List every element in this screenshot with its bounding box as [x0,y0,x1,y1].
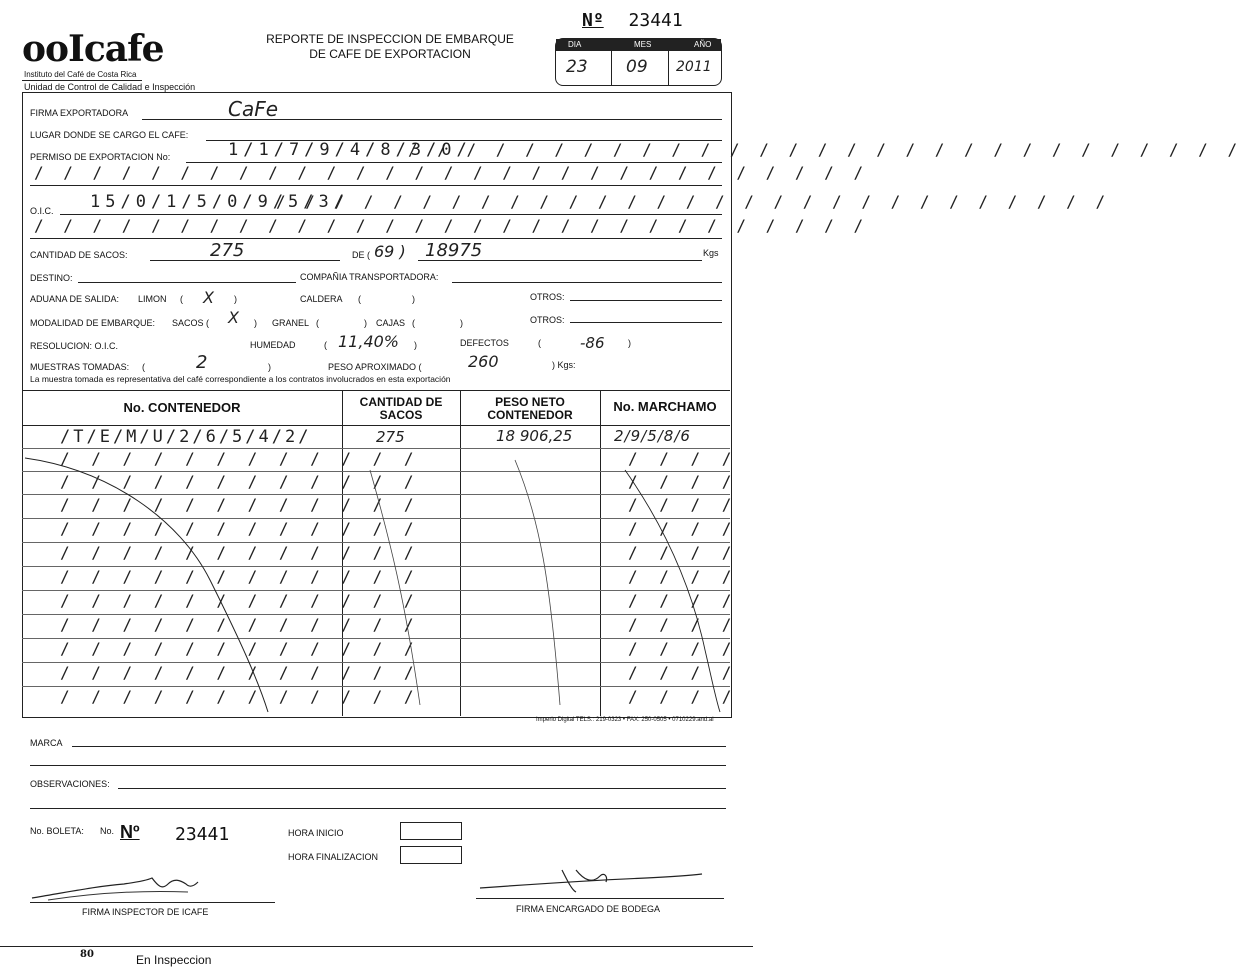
date-label-mes: MES [634,40,652,49]
granel-paren: ( [316,318,319,328]
permiso-value: 1/1/7/9/4/8/3/0/ [228,140,472,160]
bodega-signature-line [476,898,724,899]
oic-label: O.I.C. [30,206,54,216]
inspector-signature [28,872,208,902]
resolucion-label: RESOLUCION: O.I.C. [30,341,119,351]
humedad-paren-close: ) [414,340,417,350]
slash-row-2: / / / / / / / / / / / / / / / / / / / / / / / / / / / / / [34,216,869,235]
printer-credit: Imperio Digital TELS.: 219-0323 • FAX: 250-0505 • 0710229.and.ai [536,717,714,723]
page-number: 80 [80,949,94,960]
table-row-contenedor-slashes: / / / / / / / / / / / / [60,449,420,468]
aduana-label: ADUANA DE SALIDA: [30,294,120,304]
row-marchamo: 2/9/5/8/6 [614,427,691,445]
table-row-marchamo-slashes: / / / / [628,449,738,468]
observaciones-label: OBSERVACIONES: [30,779,110,789]
table-row-contenedor-slashes: / / / / / / / / / / / / [60,591,420,610]
muestras-paren-close: ) [268,362,271,372]
date-dia: 23 [566,57,588,77]
hora-final-label: HORA FINALIZACION [288,852,379,862]
marca-label: MARCA [30,738,63,748]
report-title-line1: REPORTE DE INSPECCION DE EMBARQUE [266,32,514,46]
compania-label: COMPAÑIA TRANSPORTADORA: [300,272,439,282]
muestras-paren: ( [142,362,145,372]
boleta-symbol: Nº [120,822,140,842]
table-row-marchamo-slashes: / / / / [628,472,738,491]
humedad-value: 11,40% [338,332,400,351]
boleta-label: No. BOLETA: [30,826,84,836]
institute-name: Instituto del Café de Costa Rica [24,70,137,79]
sacos-mark: X [228,308,239,327]
kgs-value: 18975 [425,240,483,261]
limon-label: LIMON [138,294,167,304]
oic-value: 15/0/1/5/0/9/5/3/ [90,192,349,212]
muestras-value: 2 [196,352,208,373]
bodega-signature [476,862,706,896]
defectos-paren-close: ) [628,338,631,348]
header-peso: PESO NETO CONTENEDOR [487,395,573,422]
table-row-marchamo-slashes: / / / / [628,495,738,514]
limon-paren: ( [180,294,183,304]
humedad-label: HUMEDAD [250,340,296,350]
modalidad-label: MODALIDAD DE EMBARQUE: [30,318,156,328]
number-symbol: Nº [582,10,604,31]
table-row-contenedor-slashes: / / / / / / / / / / / / [60,639,420,658]
hora-inicio-box [400,822,462,840]
sacos-paren-close: ) [254,318,257,328]
kgs-label: Kgs [703,248,719,258]
bottom-rule [0,946,753,947]
cajas-label: CAJAS [376,318,406,328]
table-row-contenedor-slashes: / / / / / / / / / / / / [60,495,420,514]
destino-label: DESTINO: [30,273,73,283]
limon-mark: X [203,288,214,307]
boleta-number: 23441 [175,824,230,845]
oic-slashes: / / / / / / / / / / / / / / / / / / / / / / / / / / / / / [276,192,1111,211]
sacos-label: SACOS [172,318,204,328]
inspector-signature-line [30,902,275,903]
bottom-text: En Inspeccion [136,953,212,967]
header-cantidad: CANTIDAD DE SACOS [359,395,443,422]
table-row-marchamo-slashes: / / / / [628,687,738,706]
representative-note: La muestra tomada es representativa del café correspondiente a los contratos involucrados en esta exportación [30,374,451,384]
humedad-paren: ( [324,340,327,350]
date-label-dia: DIA [568,40,582,49]
firma-bodega-label: FIRMA ENCARGADO DE BODEGA [516,904,661,914]
de-value: 69 ) [374,242,406,261]
granel-paren-close: ) [364,318,367,328]
caldera-paren-close: ) [412,294,415,304]
table-row-marchamo-slashes: / / / / [628,639,738,658]
header-marchamo: No. MARCHAMO [613,399,717,414]
permiso-label: PERMISO DE EXPORTACION No: [30,152,171,162]
header-contenedor: No. CONTENEDOR [123,400,241,415]
observaciones-line-2 [30,808,726,809]
table-row-marchamo-slashes: / / / / [628,543,738,562]
peso-label: PESO APROXIMADO ( [328,362,422,372]
firma-inspector-label: FIRMA INSPECTOR DE ICAFE [82,907,209,917]
date-label-ano: AÑO [694,40,712,49]
table-row-contenedor-slashes: / / / / / / / / / / / / [60,567,420,586]
table-row-contenedor-slashes: / / / / / / / / / / / / [60,615,420,634]
date-mes: 09 [626,57,648,77]
cajas-paren-close: ) [460,318,463,328]
hora-inicio-label: HORA INICIO [288,828,344,838]
cajas-paren: ( [412,318,415,328]
caldera-label: CALDERA [300,294,343,304]
table-row-marchamo-slashes: / / / / [628,567,738,586]
table-row-marchamo-slashes: / / / / [628,519,738,538]
permiso-slashes: / / / / / / / / / / / / / / / / / / / / / / / / / / / / / [408,140,1242,159]
granel-label: GRANEL [272,318,310,328]
peso-value: 260 [468,352,499,371]
defectos-paren: ( [538,338,541,348]
number-value: 23441 [628,10,683,31]
table-row-contenedor-slashes: / / / / / / / / / / / / [60,472,420,491]
boleta-no-label: No. [100,826,115,836]
row-peso: 18 906,25 [496,427,573,445]
table-row-contenedor-slashes: / / / / / / / / / / / / [60,543,420,562]
unit-name: Unidad de Control de Calidad e Inspección [24,82,196,92]
sacos-paren: ( [206,318,209,328]
de-label: DE ( [352,250,370,260]
table-row-marchamo-slashes: / / / / [628,615,738,634]
slash-row-1: / / / / / / / / / / / / / / / / / / / / / / / / / / / / / [34,163,869,182]
defectos-label: DEFECTOS [460,338,509,348]
defectos-value: -86 [580,334,605,352]
date-ano: 2011 [676,59,712,75]
table-row-marchamo-slashes: / / / / [628,591,738,610]
peso-unit: ) Kgs: [552,360,576,370]
otros-label-2: OTROS: [530,315,565,325]
marca-line-2 [30,765,726,766]
lugar-label: LUGAR DONDE SE CARGO EL CAFE: [30,130,189,140]
table-row-contenedor-slashes: / / / / / / / / / / / / [60,663,420,682]
caldera-parens: ( [358,294,361,304]
cantidad-sacos-label: CANTIDAD DE SACOS: [30,250,128,260]
marca-line [72,746,726,747]
row-sacos: 275 [376,428,405,446]
otros-label-1: OTROS: [530,292,565,302]
firma-exportadora-label: FIRMA EXPORTADORA [30,108,129,118]
hora-final-box [400,846,462,864]
logo: ooIcafe [22,28,164,70]
firma-exportadora-value: CaFe [228,97,279,121]
row-contenedor: /T/E/M/U/2/6/5/4/2/ [60,427,312,447]
table-row-contenedor-slashes: / / / / / / / / / / / / [60,687,420,706]
report-title-line2: DE CAFE DE EXPORTACION [309,47,471,61]
table-row-contenedor-slashes: / / / / / / / / / / / / [60,519,420,538]
cantidad-sacos-value: 275 [210,240,245,261]
observaciones-line [118,788,726,789]
limon-paren-close: ) [234,294,237,304]
table-row-marchamo-slashes: / / / / [628,663,738,682]
muestras-label: MUESTRAS TOMADAS: [30,362,130,372]
